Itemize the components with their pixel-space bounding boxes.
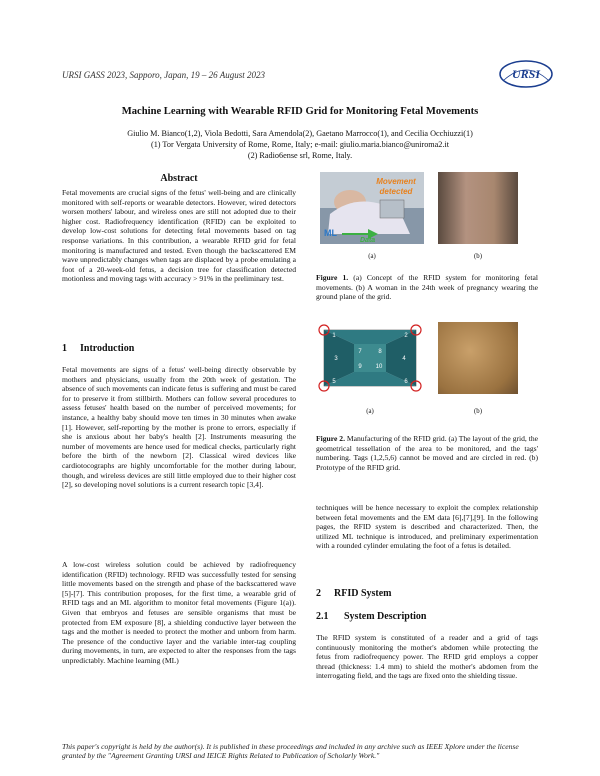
section-1-heading (62, 343, 296, 354)
figure-2-caption-bold: Figure 2. (316, 434, 345, 443)
ursi-logo (498, 58, 554, 90)
detected-label: detected (379, 187, 413, 196)
figure-2b-label: (b) (474, 408, 482, 415)
abstract (62, 188, 296, 284)
tag-4: 4 (402, 356, 406, 362)
figure-2a-layout (316, 322, 424, 394)
abstract-text: Fetal movements are crucial signs of the fetus' well-being and are clinically monitored with self-reports or wearable detectors. However, wired detectors worsen mothers' labour, and wireless ones are still not adopted due to their higher cost. Radiofrequency identification (RFID) can be exploited to develop low-cost solutions for detecting fetal movements based on tag response variations. In this contribution, a wearable RFID grid for fetal monitoring is manufactured and tested. Even though the backscattered EM wave unpredictably changes when tags are displaced by a probe emulating a foot of a 20-week-old fetus, a decision tree for classification detected motionless and moving tags with accuracy > 91% in the preliminary test. (62, 188, 296, 284)
intro-paragraph-1 (62, 365, 296, 490)
conference-header: URSI GASS 2023, Sapporo, Japan, 19 – 26 August 2023 (62, 70, 265, 80)
tag-9: 9 (358, 364, 362, 370)
tag-3: 3 (334, 356, 338, 362)
section-2-paragraph (316, 633, 538, 681)
figure-1b-label: (b) (474, 253, 482, 260)
intro-paragraph-2 (62, 560, 296, 666)
author-names: Giulio M. Bianco(1,2), Viola Bedotti, Sara Amendola(2), Gaetano Marrocco(1), and Cecilia Occhiuzzi(1) (127, 129, 473, 138)
intro-p2-text: A low-cost wireless solution could be achieved by radiofrequency identification (RFID) technology. RFID was successfully tested for sensing little movements based on the strength and phase of the backscattered wave [5]-[7]. This contribution proposes, for the first time, a wearable grid of RFID tags and an ML algorithm to monitor fetal movements (Figure 1(a)). Given that embryos and fetuses are sensible organisms that must be protected from EM exposure [8], a shielding conductive layer between the tags and the mother is needed to protect the mother and unborn from harm. The presence of the conductive layer and the variable inter-tag coupling during movements, in turn, are expected to alter the responses from the tags unpredictably. Machine learning (ML) (62, 560, 296, 665)
section-2-title: RFID System (334, 588, 392, 599)
right-column-paragraph (316, 503, 538, 551)
section-1-title: Introduction (80, 343, 135, 354)
tag-7: 7 (358, 349, 362, 355)
figure-2a-label: (a) (366, 408, 374, 415)
copyright-footer: This paper's copyright is held by the author(s). It is published in these proceedings and included in any archive such as IEEE Xplore under the license granted by the "Agreement Granting URSI and IEICE Rights Related to Publication of Scholarly Work." (62, 742, 519, 761)
subsection-2-1-title: System Description (344, 611, 427, 622)
tag-5: 5 (332, 379, 336, 385)
data-label: Data (360, 237, 376, 244)
tag-6: 6 (404, 379, 408, 385)
section-1-number: 1 (62, 343, 67, 354)
figure-1-caption-text: (a) Concept of the RFID system for monitoring fetal movements. (b) A woman in the 24th week of pregnancy wearing the ground plane of the grid. (316, 273, 538, 302)
tag-8: 8 (378, 349, 382, 355)
tag-2: 2 (404, 333, 408, 339)
tag-10: 10 (375, 364, 383, 370)
section-2-text: The RFID system is constituted of a reader and a grid of tags continuously monitoring the mother's abdomen while protecting the fetus from radiofrequency power. The RFID grid employs a copper thread (thickness: 1.4 mm) to shield the mother's abdomen from the interrogating field, and the tags are fixed onto the shielding tissue. (316, 633, 538, 681)
right-column-text: techniques will be hence necessary to exploit the complex relationship between fetal movements and the EM data [6],[7],[9]. In the following pages, the RFID system is described and characterized. Then, the utilized ML technique is introduced, and preliminary experimentation with a rounded cylinder emulating the foot of a fetus is detailed. (316, 503, 538, 551)
figure-1-caption (316, 273, 538, 302)
authors-block (0, 128, 600, 161)
ml-label: ML (324, 228, 337, 238)
figure-2-caption-text: Manufacturing of the RFID grid. (a) The layout of the grid, the geometrical tessellation of the area to be monitored, and the tags' numbering. Tags (1,2,5,6) cannot be moved and are circled in red. (b) Prototype of the RFID grid. (316, 434, 538, 472)
figure-1a-concept-image (320, 172, 424, 244)
logo-text: URSI (511, 67, 541, 81)
subsection-2-1-heading (316, 611, 538, 622)
affiliation-1: (1) Tor Vergata University of Rome, Rome, Italy; e-mail: giulio.maria.bianco@uniroma2.it (150, 140, 449, 149)
section-2-heading (316, 588, 538, 599)
paper-title: Machine Learning with Wearable RFID Grid for Monitoring Fetal Movements (121, 106, 479, 117)
movement-label: Movement (376, 177, 416, 186)
section-2-number: 2 (316, 588, 321, 599)
abstract-heading: Abstract (160, 173, 198, 184)
figure-1-caption-bold: Figure 1. (316, 273, 349, 282)
tag-1: 1 (332, 333, 336, 339)
affiliation-2: (2) Radio6ense srl, Rome, Italy. (247, 151, 353, 160)
intro-p1-text: Fetal movements are signs of a fetus' well-being directly observable by mothers and physicians, usually from the 20th week of gestation. The absence of such movements can indicate fetus is suffering and must be cared for to preserve it from stillbirth. Mothers can follow several procedures to assess fetuses' health based on the number of perceived movements; for instance, a healthy baby should move ten times in 30 minutes when awake [1]. However, self-reporting by the mother is prone to errors, especially if she is anxious about her baby's health [2]. Instruments measuring the number of movements are hence used for medical checks, particularly right before the birth of the newborn [2]. Classical wired devices like cardiotocographs are highly uncomfortable for the mother during labour, though, and wireless devices are still little employed due to their higher cost [2], so developing novel solutions is a current research topic [3,4]. (62, 365, 296, 490)
figure-1a-label: (a) (368, 253, 376, 260)
subsection-2-1-number: 2.1 (316, 611, 329, 622)
figure-2-caption (316, 434, 538, 472)
figure-1b-photo (438, 172, 518, 244)
figure-2b-prototype-photo (438, 322, 518, 394)
